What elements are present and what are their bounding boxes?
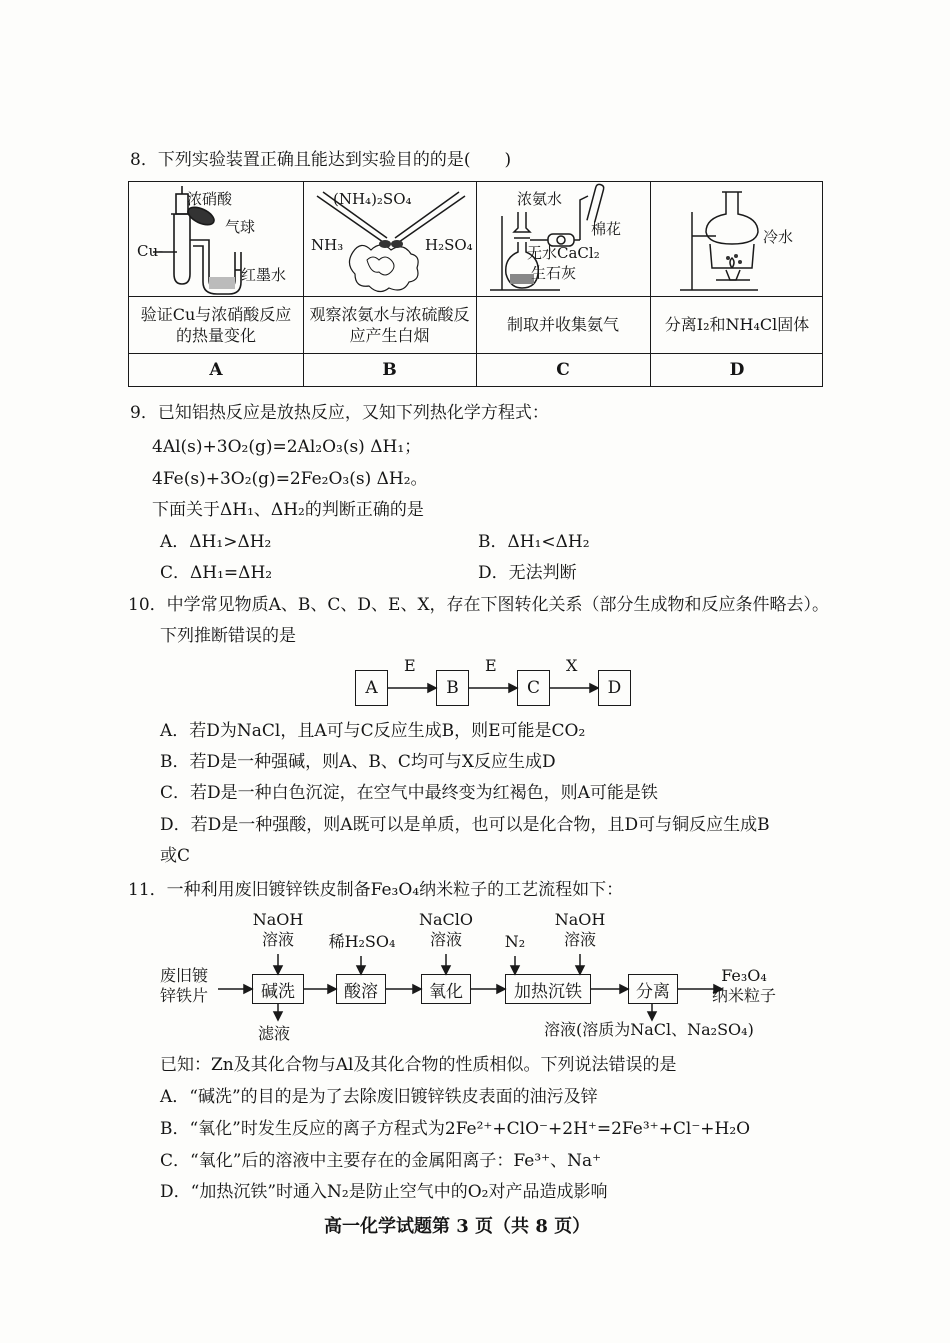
q8-option-a[interactable]: A	[209, 359, 223, 380]
q11-step-acid-dissolve: 酸溶	[336, 974, 386, 1004]
q10-stem-2: 下列推断错误的是	[160, 626, 296, 646]
q8-desc-c: 制取并收集氨气	[506, 315, 619, 334]
q10-stem: 10．中学常见物质A、B、C、D、E、X，存在下图转化关系（部分生成物和反应条件略去）。	[128, 595, 830, 615]
a-ink-label: 红墨水	[241, 266, 287, 284]
q11-option-a[interactable]: A．“碱洗”的目的是为了去除废旧镀锌铁皮表面的油污及锌	[160, 1087, 598, 1107]
q10-node-d: D	[598, 670, 631, 706]
q11-reagent-3: NaClO 溶液	[418, 910, 473, 949]
b-top-label: (NH₄)₂SO₄	[333, 190, 412, 208]
q11-reagent-4: N₂	[504, 932, 526, 951]
q8-stem: 8．下列实验装置正确且能达到实验目的的是( )	[130, 150, 512, 170]
q10-option-d[interactable]: D．若D是一种强酸，则A既可以是单质，也可以是化合物，且D可与铜反应生成B	[160, 815, 770, 835]
q10-option-d-cont: 或C	[160, 846, 191, 866]
q10-option-b[interactable]: B．若D是一种强碱，则A、B、C均可与X反应生成D	[160, 752, 556, 772]
c-lime-label: 生石灰	[531, 264, 577, 282]
q9-equation-2: 4Fe(s)+3O₂(g)=2Fe₂O₃(s) ΔH₂。	[152, 469, 428, 489]
q11-start-material: 废旧镀 锌铁片	[160, 966, 209, 1005]
q8-desc-a: 验证Cu与浓硝酸反应的热量变化	[140, 304, 292, 345]
c-cacl2-label: 无水CaCl₂	[527, 244, 600, 262]
q10-arrow-label-3: X	[566, 656, 578, 675]
q11-flow-arrows	[0, 900, 950, 1040]
q9-stem: 9．已知铝热反应是放热反应，又知下列热化学方程式：	[130, 403, 549, 423]
a-metal-label: Cu-	[137, 242, 164, 260]
q10-arrow-label-1: E	[404, 656, 416, 675]
q9-question: 下面关于ΔH₁、ΔH₂的判断正确的是	[152, 500, 424, 520]
q11-stem: 11．一种利用废旧镀锌铁皮制备Fe₃O₄纳米粒子的工艺流程如下：	[128, 880, 624, 900]
q11-byproduct-filtrate: 滤液	[258, 1024, 291, 1043]
q9-option-c[interactable]: C．ΔH₁=ΔH₂	[160, 563, 273, 583]
q11-option-d[interactable]: D．“加热沉铁”时通入N₂是防止空气中的O₂对产品造成影响	[160, 1182, 608, 1202]
q8-table	[128, 181, 823, 387]
q8-option-c[interactable]: C	[556, 359, 570, 380]
q11-option-b[interactable]: B．“氧化”时发生反应的离子方程式为2Fe²⁺+ClO⁻+2H⁺=2Fe³⁺+Cl⁻+H₂O	[160, 1119, 751, 1139]
page-footer: 高一化学试题第 3 页（共 8 页）	[324, 1216, 591, 1237]
a-balloon-label: 气球	[225, 218, 256, 236]
q8-desc-b: 观察浓氨水与浓硫酸反应产生白烟	[309, 304, 470, 345]
q11-product: Fe₃O₄ 纳米粒子	[712, 966, 777, 1005]
apparatus-d-diagram	[650, 182, 824, 296]
q8-option-d[interactable]: D	[729, 359, 745, 380]
d-water-label: 冷水	[763, 228, 794, 246]
q11-reagent-5: NaOH 溶液	[554, 910, 606, 949]
b-right-label: H₂SO₄	[425, 236, 473, 254]
q11-step-alkali-wash: 碱洗	[252, 974, 304, 1004]
q10-arrow-label-2: E	[485, 656, 497, 675]
q9-equation-1: 4Al(s)+3O₂(g)=2Al₂O₃(s) ΔH₁；	[152, 437, 422, 457]
q10-node-a: A	[355, 670, 388, 706]
q9-option-b[interactable]: B．ΔH₁<ΔH₂	[478, 532, 590, 552]
q9-option-d[interactable]: D．无法判断	[478, 563, 577, 583]
a-acid-label: 浓硝酸	[187, 190, 233, 208]
q11-byproduct-solution: 溶液(溶质为NaCl、Na₂SO₄)	[544, 1020, 754, 1039]
q11-step-oxidation: 氧化	[421, 974, 471, 1004]
c-ammonia-label: 浓氨水	[517, 190, 563, 208]
q11-option-c[interactable]: C．“氧化”后的溶液中主要存在的金属阳离子：Fe³⁺、Na⁺	[160, 1151, 602, 1171]
q11-step-heat-precipitate: 加热沉铁	[505, 974, 591, 1004]
b-left-label: NH₃	[311, 236, 344, 254]
c-cotton-label: 棉花	[591, 220, 622, 238]
q11-reagent-2: 稀H₂SO₄	[328, 932, 396, 951]
q11-step-separate: 分离	[628, 974, 678, 1004]
q11-reagent-1: NaOH 溶液	[252, 910, 304, 949]
q10-node-b: B	[436, 670, 469, 706]
q10-arrows	[388, 680, 598, 696]
q8-desc-d: 分离I₂和NH₄Cl固体	[664, 315, 810, 334]
q9-option-a[interactable]: A．ΔH₁>ΔH₂	[160, 532, 272, 552]
q10-option-c[interactable]: C．若D是一种白色沉淀，在空气中最终变为红褐色，则A可能是铁	[160, 783, 658, 803]
q11-known: 已知：Zn及其化合物与Al及其化合物的性质相似。下列说法错误的是	[160, 1055, 677, 1075]
q10-node-c: C	[517, 670, 550, 706]
q10-option-a[interactable]: A．若D为NaCl，且A可与C反应生成B，则E可能是CO₂	[160, 721, 586, 741]
q8-option-b[interactable]: B	[382, 359, 397, 380]
